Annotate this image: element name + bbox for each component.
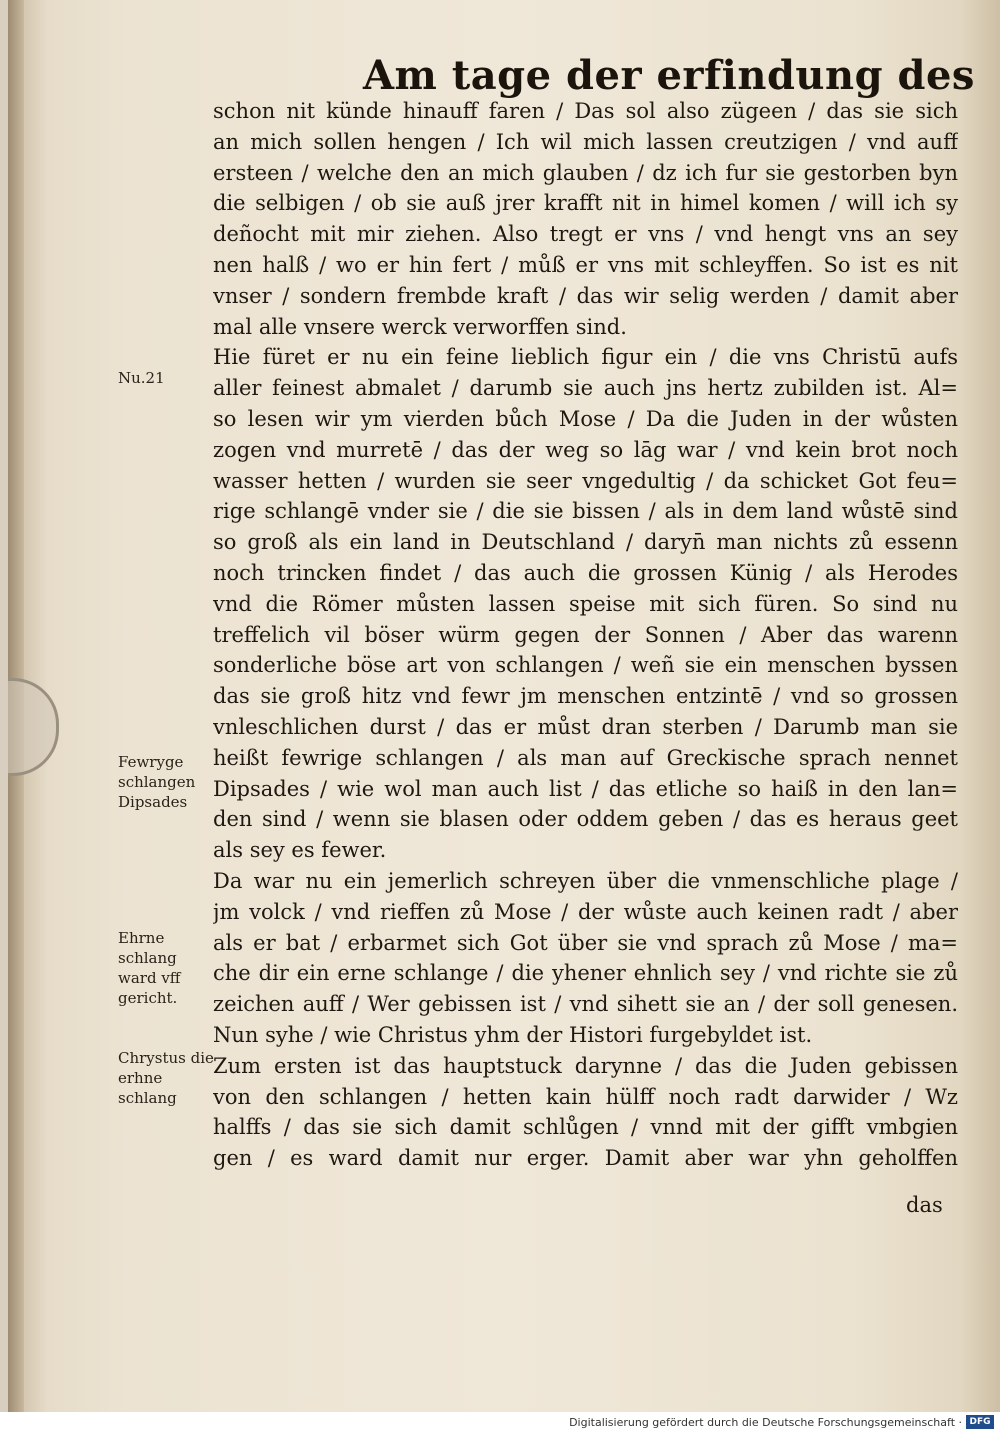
- body-line: vnser / sondern frembde kraft / das wir selig werden / damit aber: [213, 283, 958, 308]
- body-line: die selbigen / ob sie auß jrer krafft nit in himel komen / will ich sy: [213, 191, 958, 216]
- footer-credit: Digitalisierung gefördert durch die Deutsche Forschungsgemeinschaft ·: [569, 1416, 962, 1429]
- body-line: vnleschlichen durst / das er můst dran sterben / Darumb man sie: [213, 715, 958, 739]
- body-line: Dipsades / wie wol man auch list / das etliche so haiß in den lan=: [213, 776, 958, 801]
- body-line: Hie füret er nu ein feine lieblich figur ein / die vns Christū aufs: [213, 345, 958, 370]
- body-line: das sie groß hitz vnd fewr jm menschen entzintē / vnd so grossen: [213, 684, 958, 709]
- catchword: das: [906, 1193, 943, 1217]
- footer-bar: [0, 1412, 1000, 1434]
- body-line: an mich sollen hengen / Ich wil mich lassen creutzigen / vnd auff: [213, 129, 958, 154]
- running-title: Am tage der erfindung des: [363, 52, 975, 99]
- body-line: rige schlangē vnder sie / die sie bissen / als in dem land wůstē sind: [213, 499, 958, 524]
- dfg-logo: DFG: [966, 1415, 994, 1429]
- body-line: gen / es ward damit nur erger. Damit aber war yhn geholffen: [213, 1146, 958, 1171]
- body-line: so groß als ein land in Deutschland / daryn̄ man nichts zů essenn: [213, 530, 958, 555]
- body-line: zogen vnd murretē / das der weg so lāg war / vnd kein brot noch: [213, 437, 958, 462]
- body-line: vnd die Römer můsten lassen speise mit sich füren. So sind nu: [213, 591, 958, 616]
- page-clip: [8, 678, 59, 776]
- margin-note-christus: Chrystus die erhne schlang: [118, 1049, 214, 1107]
- margin-note-ehrne-schlang: Ehrne schlang ward vff gericht.: [118, 929, 181, 1007]
- body-line: als sey es fewer.: [213, 838, 387, 863]
- book-page: [8, 0, 1000, 1412]
- body-line: ersteen / welche den an mich glauben / dz ich fur sie gestorben byn: [213, 160, 958, 185]
- body-line: aller feinest abmalet / darumb sie auch jns hertz zubilden ist. Al=: [213, 376, 958, 401]
- body-line: heißt fewrige schlangen / als man auf Greckische sprach nennet: [213, 745, 958, 770]
- body-line: wasser hetten / wurden sie seer vngedultig / da schicket Got feu=: [213, 468, 958, 493]
- body-line: zeichen auff / Wer gebissen ist / vnd sihett sie an / der soll genesen.: [213, 992, 958, 1017]
- body-line: so lesen wir ym vierden bůch Mose / Da die Juden in der wůsten: [213, 407, 958, 431]
- body-line: halffs / das sie sich damit schlůgen / vnnd mit der gifft vmbgien: [213, 1115, 958, 1140]
- body-line: nen halß / wo er hin fert / můß er vns mit schleyffen. So ist es nit: [213, 253, 958, 277]
- body-line: sonderliche böse art von schlangen / weñ sie ein menschen byssen: [213, 653, 958, 678]
- body-line: von den schlangen / hetten kain hülff noch radt darwider / Wz: [213, 1084, 958, 1109]
- body-line: als er bat / erbarmet sich Got über sie vnd sprach zů Mose / ma=: [213, 930, 958, 955]
- body-line: noch trincken findet / das auch die grossen Künig / als Herodes: [213, 561, 958, 585]
- body-line: den sind / wenn sie blasen oder oddem geben / das es heraus geet: [213, 807, 958, 832]
- margin-note-fewrige-schlangen: Fewryge schlangen Dipsades: [118, 753, 196, 811]
- body-line: Nun syhe / wie Christus yhm der Histori furgebyldet ist.: [213, 1023, 813, 1047]
- body-line: jm volck / vnd rieffen zů Mose / der wůste auch keinen radt / aber: [213, 899, 958, 924]
- body-line: che dir ein erne schlange / die yhener ehnlich sey / vnd richte sie zů: [213, 961, 958, 986]
- margin-note-nu21: Nu.21: [118, 369, 165, 387]
- body-line: Zum ersten ist das hauptstuck darynne / das die Juden gebissen: [213, 1053, 958, 1078]
- body-line: deñocht mit mir ziehen. Also tregt er vns / vnd hengt vns an sey: [213, 222, 958, 247]
- body-line: treffelich vil böser würm gegen der Sonnen / Aber das warenn: [213, 622, 958, 647]
- body-line: Da war nu ein jemerlich schreyen über die vnmenschliche plage /: [213, 869, 958, 893]
- body-line: mal alle vnsere werck verworffen sind.: [213, 314, 627, 339]
- body-line: schon nit künde hinauff faren / Das sol also zügeen / das sie sich: [213, 99, 958, 123]
